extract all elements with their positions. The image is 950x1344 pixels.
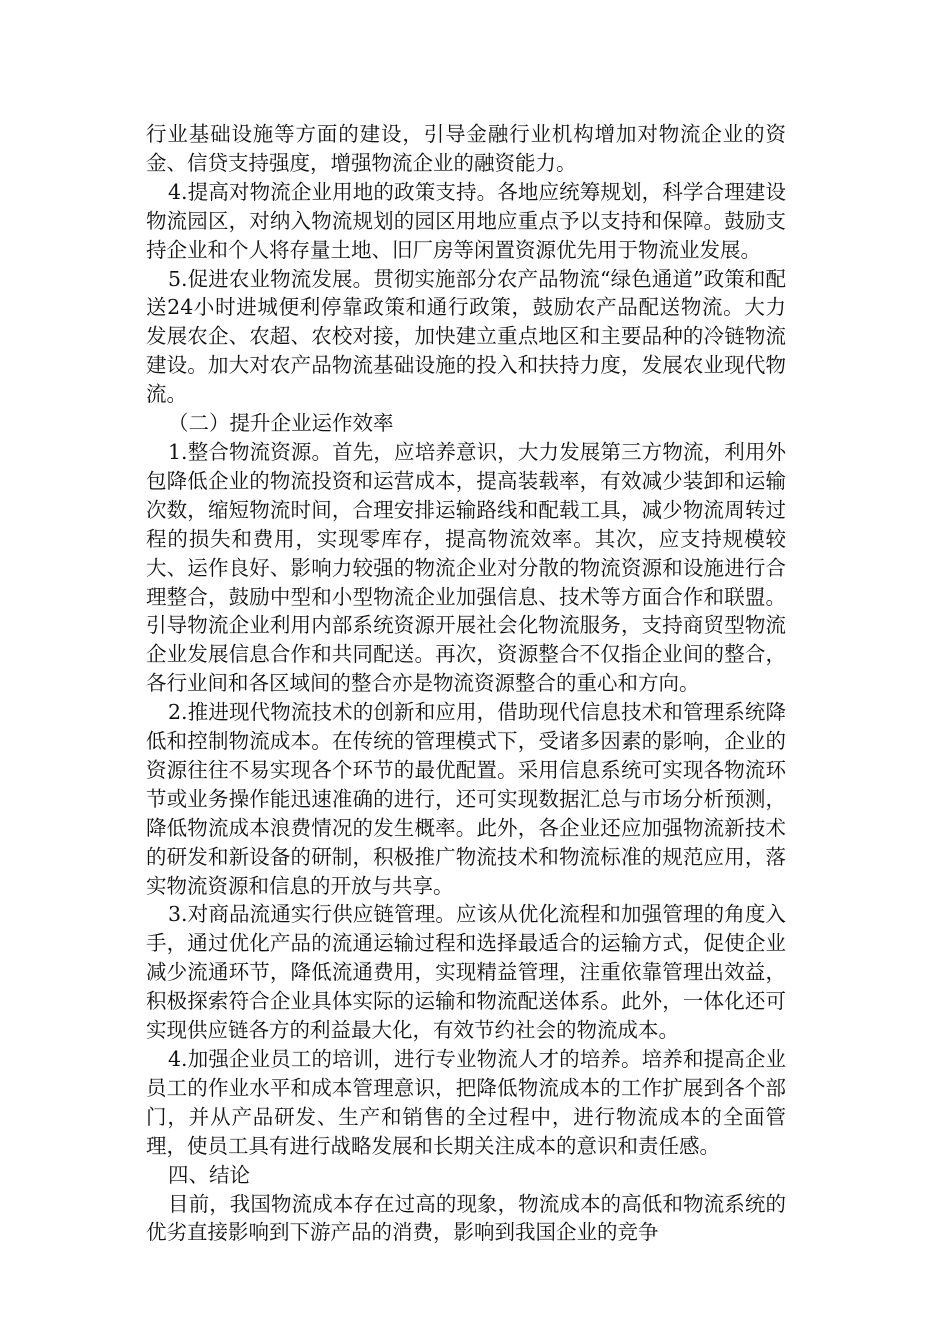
- paragraph-agri-logistics: 5.促进农业物流发展。贯彻实施部分农产品物流“绿色通道”政策和配送24小时进城便利停靠政策和通行政策，鼓励农产品配送物流。大力发展农企、农超、农校对接，加快建立重点地区和主要品种的冷链物流建设。加大对农产品物流基础设施的投入和扶持力度，发展农业现代物流。: [146, 266, 786, 407]
- section-heading-conclusion: 四、结论: [168, 1162, 250, 1187]
- paragraph-supply-chain: 3.对商品流通实行供应链管理。应该从优化流程和加强管理的角度入手，通过优化产品的流通运输过程和选择最适合的运输方式，促使企业减少流通环节，降低流通费用，实现精益管理，注重依靠管理出效益，积极探索符合企业具体实际的运输和物流配送体系。此外，一体化还可实现供应链各方的利益最大化，有效节约社会的物流成本。: [146, 902, 786, 1043]
- paragraph-technology: 2.推进现代物流技术的创新和应用，借助现代信息技术和管理系统降低和控制物流成本。在传统的管理模式下，受诸多因素的影响，企业的资源往往不易实现各个环节的最优配置。采用信息系统可实现各物流环节或业务操作能迅速准确的进行，还可实现数据汇总与市场分析预测，降低物流成本浪费情况的发生概率。此外，各企业还应加强物流新技术的研发和新设备的研制，积极推广物流技术和物流标准的规范应用，落实物流资源和信息的开放与共享。: [146, 700, 786, 898]
- section-heading-efficiency: （二）提升企业运作效率: [168, 411, 394, 436]
- paragraph-training: 4.加强企业员工的培训，进行专业物流人才的培养。培养和提高企业员工的作业水平和成本管理意识，把降低物流成本的工作扩展到各个部门，并从产品研发、生产和销售的全过程中，进行物流成本的全面管理，使员工具有进行战略发展和长期关注成本的意识和责任感。: [146, 1047, 786, 1158]
- paragraph-conclusion: 目前，我国物流成本存在过高的现象，物流成本的高低和物流系统的优劣直接影响到下游产品的消费，影响到我国企业的竞争: [146, 1191, 786, 1245]
- paragraph-continuation: 行业基础设施等方面的建设，引导金融行业机构增加对物流企业的资金、信贷支持强度，增强物流企业的融资能力。: [146, 122, 786, 175]
- paragraph-integrate-resources: 1.整合物流资源。首先，应培养意识，大力发展第三方物流，利用外包降低企业的物流投资和运营成本，提高装载率，有效减少装卸和运输次数，缩短物流时间，合理安排运输路线和配载工具，减少物流周转过程的损失和费用，实现零库存，提高物流效率。其次，应支持规模较大、运作良好、影响力较强的物流企业对分散的物流资源和设施进行合理整合，鼓励中型和小型物流企业加强信息、技术等方面合作和联盟。引导物流企业利用内部系统资源开展社会化物流服务，支持商贸型物流企业发展信息合作和共同配送。再次，资源整合不仅指企业间的整合，各行业间和各区域间的整合亦是物流资源整合的重心和方向。: [146, 439, 786, 696]
- paragraph-land-policy: 4.提高对物流企业用地的政策支持。各地应统筹规划，科学合理建设物流园区，对纳入物流规划的园区用地应重点予以支持和保障。鼓励支持企业和个人将存量土地、旧厂房等闲置资源优先用于物流业发展。: [146, 179, 786, 262]
- document-page: [146, 120, 786, 1247]
